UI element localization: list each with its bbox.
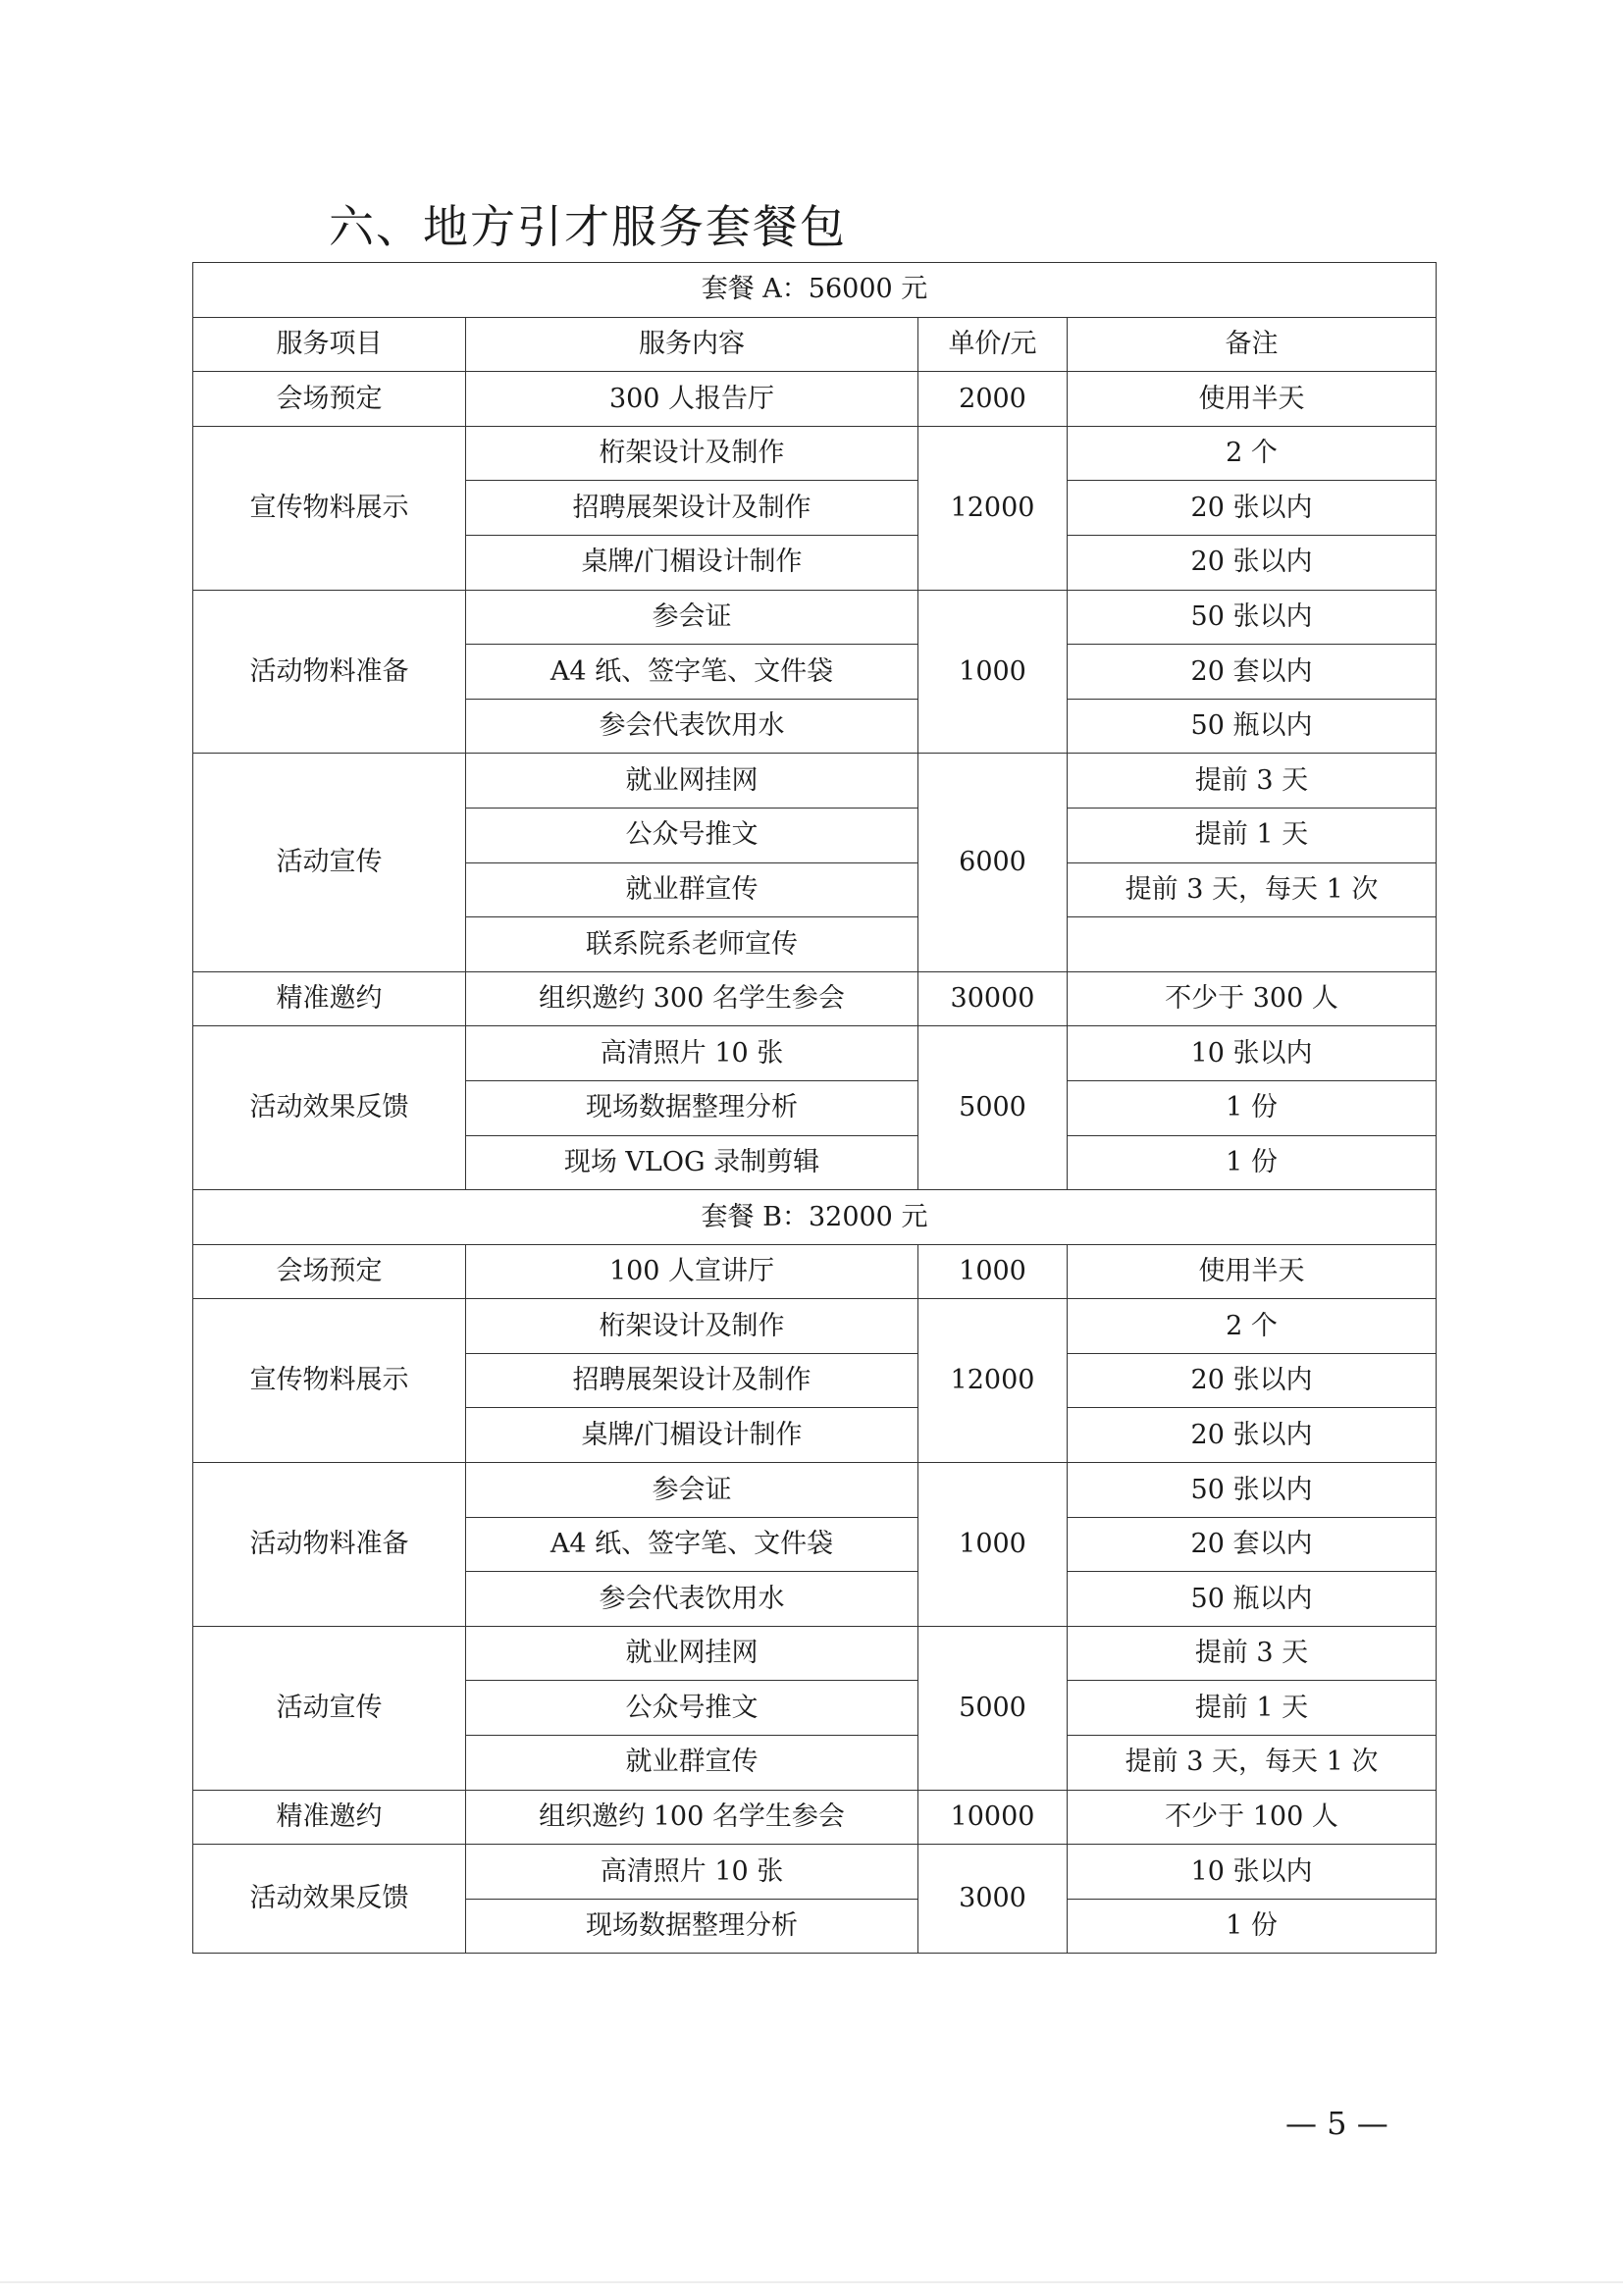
table-row	[193, 372, 1437, 427]
service-content: 组织邀约 100 名学生参会	[466, 1790, 918, 1845]
service-item: 会场预定	[193, 372, 466, 427]
service-content: 现场 VLOG 录制剪辑	[466, 1135, 918, 1190]
service-content: 就业群宣传	[466, 862, 918, 917]
service-content: 组织邀约 300 名学生参会	[466, 971, 918, 1026]
remark: 1 份	[1068, 1899, 1437, 1954]
header-note: 备注	[1068, 317, 1437, 372]
service-content: A4 纸、签字笔、文件袋	[466, 645, 918, 700]
remark: 50 瓶以内	[1068, 1572, 1437, 1627]
service-content: 现场数据整理分析	[466, 1080, 918, 1135]
table-row	[193, 426, 1437, 481]
unit-price: 3000	[918, 1845, 1068, 1954]
service-content: 100 人宣讲厅	[466, 1244, 918, 1299]
remark: 20 张以内	[1068, 1353, 1437, 1408]
service-item: 活动效果反馈	[193, 1845, 466, 1954]
package-b-label: 套餐 B：32000 元	[193, 1190, 1437, 1245]
column-header-row	[193, 317, 1437, 372]
service-content: 就业网挂网	[466, 754, 918, 809]
remark: 不少于 300 人	[1068, 971, 1437, 1026]
package-a-label: 套餐 A：56000 元	[193, 263, 1437, 318]
unit-price: 2000	[918, 372, 1068, 427]
table-row	[193, 590, 1437, 645]
service-package-table	[192, 262, 1437, 1954]
remark: 10 张以内	[1068, 1026, 1437, 1081]
unit-price: 12000	[918, 426, 1068, 590]
service-content: 联系院系老师宣传	[466, 917, 918, 972]
service-content: 桁架设计及制作	[466, 426, 918, 481]
service-content: 公众号推文	[466, 808, 918, 862]
service-item: 宣传物料展示	[193, 426, 466, 590]
remark: 提前 3 天	[1068, 1626, 1437, 1681]
unit-price: 10000	[918, 1790, 1068, 1845]
remark: 2 个	[1068, 1299, 1437, 1354]
unit-price: 30000	[918, 971, 1068, 1026]
service-item: 宣传物料展示	[193, 1299, 466, 1463]
table-row	[193, 1244, 1437, 1299]
unit-price: 1000	[918, 1244, 1068, 1299]
service-item: 精准邀约	[193, 1790, 466, 1845]
remark: 50 瓶以内	[1068, 699, 1437, 754]
unit-price: 1000	[918, 590, 1068, 754]
remark: 50 张以内	[1068, 1463, 1437, 1518]
service-item: 精准邀约	[193, 971, 466, 1026]
unit-price: 12000	[918, 1299, 1068, 1463]
header-price: 单价/元	[918, 317, 1068, 372]
remark: 10 张以内	[1068, 1845, 1437, 1900]
table-row	[193, 1463, 1437, 1518]
header-item: 服务项目	[193, 317, 466, 372]
unit-price: 5000	[918, 1626, 1068, 1790]
remark: 50 张以内	[1068, 590, 1437, 645]
service-content: 参会代表饮用水	[466, 699, 918, 754]
unit-price: 1000	[918, 1463, 1068, 1627]
service-content: 现场数据整理分析	[466, 1899, 918, 1954]
service-content: 桁架设计及制作	[466, 1299, 918, 1354]
remark: 提前 3 天，每天 1 次	[1068, 862, 1437, 917]
table-row	[193, 754, 1437, 809]
page-title: 六、地方引才服务套餐包	[329, 200, 847, 253]
remark: 2 个	[1068, 426, 1437, 481]
service-item: 活动物料准备	[193, 590, 466, 754]
remark: 20 套以内	[1068, 645, 1437, 700]
remark: 1 份	[1068, 1135, 1437, 1190]
remark: 提前 1 天	[1068, 1681, 1437, 1736]
service-content: 参会证	[466, 590, 918, 645]
table-row	[193, 1026, 1437, 1081]
page-bottom-edge	[0, 2281, 1623, 2283]
service-content: 高清照片 10 张	[466, 1026, 918, 1081]
remark: 使用半天	[1068, 1244, 1437, 1299]
service-content: 300 人报告厅	[466, 372, 918, 427]
table-row	[193, 1626, 1437, 1681]
service-content: 参会证	[466, 1463, 918, 1518]
unit-price: 5000	[918, 1026, 1068, 1190]
service-content: 桌牌/门楣设计制作	[466, 535, 918, 590]
unit-price: 6000	[918, 754, 1068, 971]
remark	[1068, 917, 1437, 972]
service-content: 公众号推文	[466, 1681, 918, 1736]
service-content: 招聘展架设计及制作	[466, 481, 918, 536]
service-item: 活动效果反馈	[193, 1026, 466, 1190]
remark: 不少于 100 人	[1068, 1790, 1437, 1845]
header-content: 服务内容	[466, 317, 918, 372]
remark: 提前 3 天	[1068, 754, 1437, 809]
remark: 20 张以内	[1068, 535, 1437, 590]
service-item: 活动宣传	[193, 754, 466, 971]
table-row	[193, 1299, 1437, 1354]
remark: 1 份	[1068, 1080, 1437, 1135]
remark: 提前 3 天，每天 1 次	[1068, 1736, 1437, 1791]
page-number: — 5 —	[1285, 2105, 1388, 2142]
remark: 20 套以内	[1068, 1517, 1437, 1572]
service-item: 活动宣传	[193, 1626, 466, 1790]
service-content: 参会代表饮用水	[466, 1572, 918, 1627]
service-content: 就业网挂网	[466, 1626, 918, 1681]
service-item: 活动物料准备	[193, 1463, 466, 1627]
package-b-header-row	[193, 1190, 1437, 1245]
package-a-header-row	[193, 263, 1437, 318]
service-content: 招聘展架设计及制作	[466, 1353, 918, 1408]
service-item: 会场预定	[193, 1244, 466, 1299]
remark: 20 张以内	[1068, 1408, 1437, 1463]
remark: 提前 1 天	[1068, 808, 1437, 862]
table-row	[193, 1845, 1437, 1900]
service-content: 就业群宣传	[466, 1736, 918, 1791]
remark: 使用半天	[1068, 372, 1437, 427]
service-content: 桌牌/门楣设计制作	[466, 1408, 918, 1463]
service-content: 高清照片 10 张	[466, 1845, 918, 1900]
table-row	[193, 1790, 1437, 1845]
remark: 20 张以内	[1068, 481, 1437, 536]
table-row	[193, 971, 1437, 1026]
service-content: A4 纸、签字笔、文件袋	[466, 1517, 918, 1572]
